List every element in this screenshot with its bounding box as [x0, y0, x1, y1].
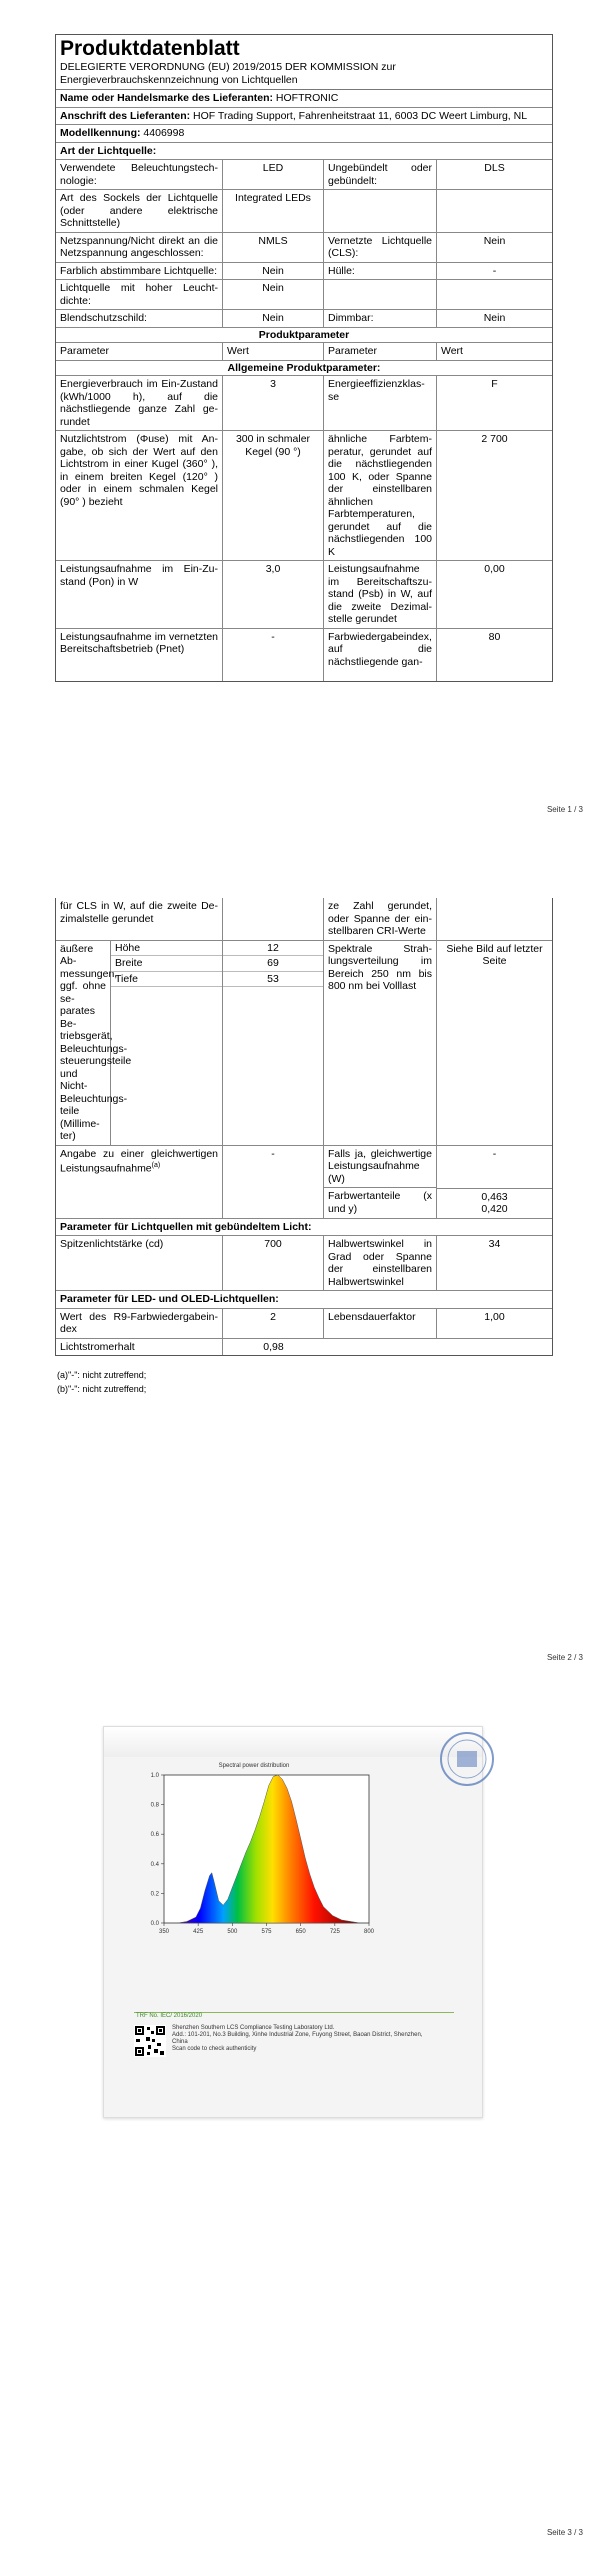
cell: Leistungsaufnahme im Ein-Zustand (Pon) in W — [56, 561, 223, 628]
header-cell: Parameter — [324, 343, 437, 360]
table-row — [56, 280, 552, 310]
page-1 — [0, 0, 603, 838]
page-3 — [0, 1676, 603, 2560]
address-value: HOF Trading Support, Fahrenheitstraat 11, 6003 DC Weert Limburg, NL — [193, 109, 528, 122]
cell: Lichtquelle mit hoher Leuchtdichte: — [56, 280, 223, 309]
spectral-chart — [124, 1757, 384, 1952]
dimensions-row — [56, 941, 552, 1146]
cell: Vernetzte Lichtquelle (CLS): — [324, 233, 437, 262]
cell: - — [492, 264, 497, 277]
section-heading: Allgemeine Produktparameter: — [227, 361, 381, 374]
page-number: Seite 1 / 3 — [546, 805, 583, 814]
cell: 700 — [223, 1236, 324, 1290]
table-row — [56, 629, 552, 681]
cell: Dimmbar: — [324, 310, 437, 327]
section-heading: Parameter für LED- und OLED-Lichtquellen: — [60, 1293, 279, 1305]
table-row — [56, 431, 552, 561]
equiv-power-label: Falls ja, gleichwertige Leistungsaufnahme (W) — [324, 1146, 436, 1189]
section-heading: Produktparameter — [258, 328, 350, 341]
lab-info — [172, 2025, 432, 2053]
dim-depth-value: 53 — [223, 972, 323, 988]
page-number: Seite 3 / 3 — [546, 2528, 583, 2537]
page-number: Seite 2 / 3 — [546, 1653, 583, 1662]
type-label: Art der Lichtquelle: — [60, 144, 157, 157]
y-tick-label: 0.6 — [150, 1832, 159, 1839]
cell: F — [491, 378, 498, 390]
cell: 3,0 — [223, 561, 324, 628]
cell: Farbwiedergabeindex, auf die nächstliegende gan- — [324, 629, 437, 681]
table-row — [56, 190, 552, 233]
x-tick-label: 350 — [158, 1929, 170, 1935]
cell — [324, 1146, 437, 1218]
cell — [437, 1146, 552, 1218]
x-tick-label: 725 — [329, 1929, 340, 1935]
table-row — [56, 561, 552, 629]
dimensions-label: äußere Abmessungen, ggf. ohne separates Betriebsgerät, Beleuchtungssteuerungsteile und Nicht-Beleuchtungsteile (Millimeter) — [56, 941, 111, 1145]
cell: 34 — [488, 1238, 501, 1250]
cell: Nein — [483, 312, 506, 324]
cell: Halbwertswinkel in Grad oder Spanne der einstellbaren Halbwertswinkel — [324, 1236, 437, 1290]
cell: 0,98 — [263, 1340, 284, 1353]
table-row — [56, 233, 552, 263]
cell: Ungebündelt oder gebündelt: — [324, 160, 437, 189]
cell: - — [223, 1146, 324, 1218]
cell: Energieverbrauch im Ein-Zustand (kWh/1000 h), auf die nächstliegende ganze Zahl gerundet — [56, 376, 223, 430]
table-row — [56, 1309, 552, 1339]
table-row — [56, 1236, 552, 1291]
cell: Lichtstromerhalt — [56, 1339, 223, 1356]
cell — [437, 898, 552, 940]
equiv-power-value: - — [437, 1146, 552, 1189]
model-label: Modellkennung: — [60, 127, 141, 139]
footnote-a: (a)"-": nicht zutreffend; — [57, 1370, 147, 1380]
cell: Nutzlichtstrom (Φuse) mit Angabe, ob sich der Wert auf den Lichtstrom in einer Kugel (360° ), in einem breiten Kegel (120° ) oder in einem schmalen Kegel (90° ) bezieht — [56, 431, 223, 560]
cell: Wert des R9-Farbwiedergabeindex — [56, 1309, 223, 1338]
report-footer — [134, 2012, 454, 2020]
cell — [324, 190, 437, 232]
table-row — [56, 376, 552, 431]
cell: Nein — [223, 280, 324, 309]
x-tick-label: 650 — [295, 1929, 306, 1935]
test-report-image — [103, 1726, 483, 2118]
table-row — [56, 310, 552, 328]
table-row — [56, 1146, 552, 1219]
cell: Energieeffizienzklasse — [324, 376, 437, 430]
table-row — [56, 263, 552, 281]
dim-width-label: Breite — [111, 956, 222, 972]
cell: 80 — [488, 630, 501, 643]
header-cell: Wert — [441, 345, 463, 357]
cell: Spitzenlichtstärke (cd) — [56, 1236, 223, 1290]
section-heading: Parameter für Lichtquellen mit gebündeltem Licht: — [60, 1220, 312, 1233]
cell: Nein — [483, 234, 506, 247]
cell: 2 — [223, 1309, 324, 1338]
x-tick-label: 500 — [227, 1929, 238, 1935]
dim-width-value: 69 — [223, 956, 323, 972]
cell: Integrated LEDs — [223, 190, 324, 232]
y-tick-label: 0.4 — [150, 1861, 159, 1868]
cell: Nein — [223, 310, 324, 327]
cell: Lebensdauerfaktor — [324, 1309, 437, 1338]
cell: Verwendete Beleuchtungstechnologie: — [56, 160, 223, 189]
supplier-label: Name oder Handelsmarke des Lieferanten: — [60, 92, 273, 104]
address-label: Anschrift des Lieferanten: — [60, 109, 191, 122]
cell: Hülle: — [324, 263, 437, 280]
page-2 — [0, 838, 603, 1676]
scan-note: Scan code to check authenticity — [172, 2046, 257, 2052]
qr-code-icon — [134, 2025, 166, 2057]
cell — [223, 898, 324, 940]
cell: Leistungsaufnahme im Bereitschaftszustand (Psb) in W, auf die zweite Dezimalstelle gerundet — [324, 561, 437, 628]
cell: ähnliche Farbtemperatur, gerundet auf die nächstliegenden 100 K, oder Spanne der einstellbaren ähnlichen Farbtemperaturen, gerundet auf die nächstliegenden 100 K — [324, 431, 437, 560]
cell: für CLS in W, auf die zweite Dezimalstelle gerundet — [56, 898, 223, 940]
chromaticity-y: 0,420 — [481, 1203, 508, 1215]
y-tick-label: 0.2 — [150, 1891, 159, 1898]
cell: Nein — [223, 263, 324, 280]
cell: - — [223, 629, 324, 681]
cell — [56, 1146, 223, 1218]
x-tick-label: 800 — [363, 1929, 375, 1935]
footnote-ref: (a) — [151, 1162, 161, 1169]
cell — [324, 280, 437, 309]
table-row — [56, 898, 552, 941]
cell: Leistungsaufnahme im vernetzten Bereitschaftsbetrieb (Pnet) — [56, 629, 223, 681]
cell: DLS — [484, 162, 505, 174]
cell: Netzspannung/Nicht direkt an die Netzspannung angeschlossen: — [56, 233, 223, 262]
dim-height-label: Höhe — [111, 941, 222, 957]
x-tick-label: 425 — [193, 1929, 204, 1935]
datasheet-table — [55, 34, 553, 682]
dimensions-values — [223, 941, 324, 1145]
x-tick-label: 575 — [261, 1929, 272, 1935]
cell: 2 700 — [481, 433, 508, 445]
trf-number: TRF No. IEC/ 2016/2020 — [136, 2013, 203, 2019]
lab-name: Shenzhen Southern LCS Compliance Testing Laboratory Ltd. — [172, 2025, 335, 2031]
dim-height-value: 12 — [223, 941, 323, 957]
chromaticity-x: 0,463 — [481, 1190, 508, 1203]
cell: Siehe Bild auf letzter Seite — [446, 942, 543, 967]
certification-seal-icon — [439, 1731, 499, 1791]
cell: 3 — [223, 376, 324, 430]
page-title: Produktdatenblatt — [60, 37, 240, 60]
y-tick-label: 1.0 — [150, 1773, 159, 1779]
lab-address: Add.: 101-201, No.3 Building, Xinhe Industrial Zone, Fuyong Street, Baoan District, Shenzhen, China — [172, 2032, 423, 2045]
cell: NMLS — [223, 233, 324, 262]
equiv-label: Angabe zu einer gleichwertigen Leistungsaufnahme — [60, 1147, 218, 1175]
cell: Spektrale Strahlungsverteilung im Bereich 250 nm bis 800 nm bei Volllast — [324, 941, 437, 1145]
table-row — [56, 1339, 552, 1356]
cell: Blendschutzschild: — [56, 310, 223, 327]
y-tick-label: 0.0 — [150, 1921, 159, 1927]
datasheet-table-continued — [55, 898, 553, 1356]
cell: ze Zahl gerundet, oder Spanne der einstellbaren CRI-Werte — [324, 898, 437, 940]
cell: 300 in schmaler Kegel (90 °) — [223, 431, 324, 560]
chromaticity-label: Farbwertanteile (x und y) — [328, 1190, 432, 1215]
regulation-subtitle: DELEGIERTE VERORDNUNG (EU) 2019/2015 DER KOMMISSION zur Energieverbrauchskennzeichnung von Lichtquellen — [56, 61, 552, 90]
cell: Art des Sockels der Lichtquelle (oder andere elektrische Schnittstelle) — [56, 190, 223, 232]
dimensions-cell — [56, 941, 223, 1145]
y-tick-label: 0.8 — [150, 1802, 159, 1809]
cell: Farblich abstimmbare Lichtquelle: — [56, 263, 223, 280]
cell — [437, 190, 552, 232]
cell — [437, 280, 552, 309]
cell: LED — [223, 160, 324, 189]
cell: 1,00 — [484, 1310, 505, 1323]
cell: 0,00 — [484, 563, 505, 575]
chart-title: Spectral power distribution — [218, 1763, 290, 1769]
footnote-b: (b)"-": nicht zutreffend; — [57, 1384, 147, 1394]
header-cell: Wert — [223, 343, 324, 360]
model-value: 4406998 — [143, 127, 185, 139]
dim-depth-label: Tiefe — [111, 972, 222, 988]
supplier-value: HOFTRONIC — [275, 92, 339, 104]
header-cell: Parameter — [56, 343, 223, 360]
table-header — [56, 343, 552, 361]
table-row — [56, 160, 552, 190]
